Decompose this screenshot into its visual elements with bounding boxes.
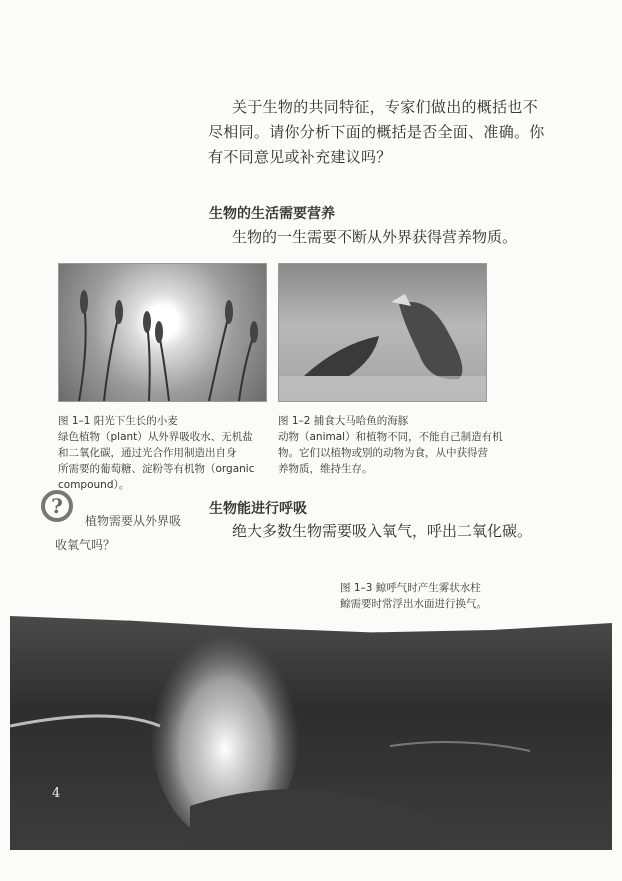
intro-line: 尽相同。请你分析下面的概括是否全面、准确。你 — [208, 123, 545, 141]
caption-line: 物。它们以植物或别的动物为食，从中获得营 — [278, 447, 488, 459]
figure-3-title: 图 1–3 鲸呼气时产生雾状水柱 — [340, 582, 481, 594]
question-mark-icon — [40, 490, 74, 522]
figure-2-caption — [278, 413, 503, 477]
whale-illustration — [10, 616, 612, 850]
section-heading-respiration: 生物能进行呼吸 — [209, 501, 307, 517]
dolphin-photo — [278, 263, 487, 402]
intro-paragraph — [208, 95, 597, 170]
dolphin-illustration — [279, 264, 486, 401]
question-line: 收氧气吗？ — [55, 538, 116, 552]
figure-2-title: 图 1–2 捕食大马哈鱼的海豚 — [278, 415, 409, 427]
wheat-photo — [58, 263, 267, 402]
caption-line: 和二氧化碳，通过光合作用制造出自身 — [58, 447, 237, 459]
section-heading-nutrition: 生物的生活需要营养 — [209, 206, 335, 222]
section-body-nutrition: 生物的一生需要不断从外界获得营养物质。 — [232, 228, 518, 246]
caption-line: compound）。 — [58, 479, 130, 491]
figure-1-caption — [58, 413, 273, 493]
caption-line: 养物质，维持生存。 — [278, 463, 373, 475]
figure-1-title: 图 1–1 阳光下生长的小麦 — [58, 415, 178, 427]
figure-3-caption — [340, 580, 487, 612]
question-line: 植物需要从外界吸 — [85, 514, 182, 528]
caption-line: 动物（animal）和植物不同，不能自己制造有机 — [278, 431, 503, 443]
caption-line: 所需要的葡萄糖、淀粉等有机物（organic — [58, 463, 255, 475]
wheat-illustration — [59, 264, 266, 401]
intro-line: 关于生物的共同特征，专家们做出的概括也不 — [232, 98, 539, 116]
caption-line: 鲸需要时常浮出水面进行换气。 — [340, 598, 487, 610]
section-body-respiration: 绝大多数生物需要吸入氧气，呼出二氧化碳。 — [232, 522, 533, 540]
whale-photo — [10, 616, 612, 850]
caption-line: 绿色植物（plant）从外界吸收水、无机盐 — [58, 431, 253, 443]
page-number: 4 — [52, 786, 61, 801]
intro-line: 有不同意见或补充建议吗？ — [208, 148, 392, 166]
svg-text:?: ? — [51, 494, 63, 518]
